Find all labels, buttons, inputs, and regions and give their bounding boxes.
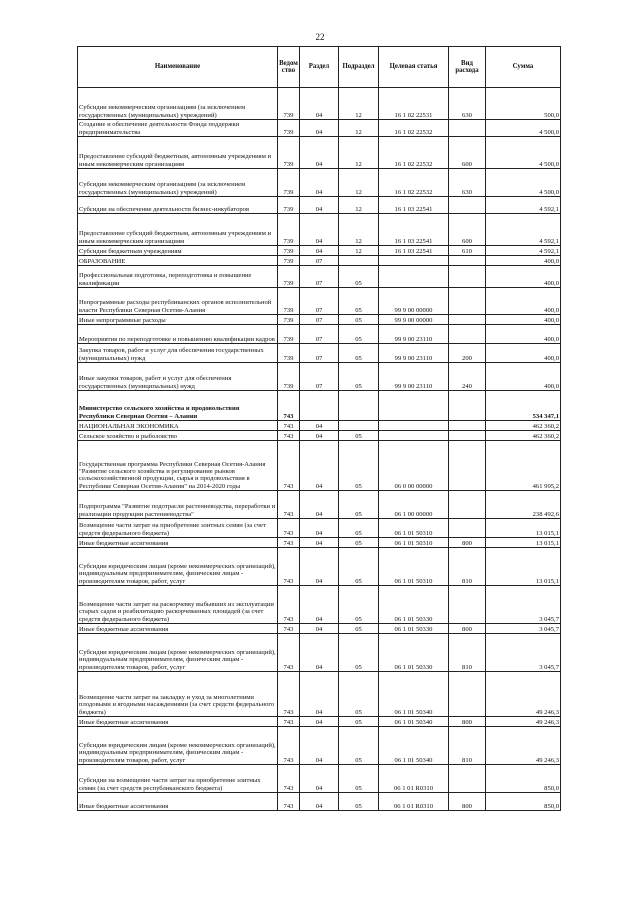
cell-target: 06 1 01 50340 bbox=[379, 727, 449, 765]
cell-vid bbox=[449, 421, 486, 431]
cell-vedomstvo: 739 bbox=[278, 120, 300, 137]
cell-vedomstvo: 739 bbox=[278, 246, 300, 256]
table-row bbox=[78, 586, 561, 624]
cell-vid: 240 bbox=[449, 363, 486, 391]
table-row bbox=[78, 137, 561, 169]
cell-podrazdel: 05 bbox=[339, 288, 379, 315]
cell-podrazdel: 12 bbox=[339, 88, 379, 120]
cell-name: Непрограммные расходы республиканских органов исполнительной власти Республики Северная Осетия-Алания bbox=[78, 288, 278, 315]
cell-vedomstvo: 743 bbox=[278, 586, 300, 624]
cell-razdel: 04 bbox=[300, 717, 339, 727]
cell-vid bbox=[449, 491, 486, 519]
cell-vid: 800 bbox=[449, 624, 486, 634]
cell-name: НАЦИОНАЛЬНАЯ ЭКОНОМИКА bbox=[78, 421, 278, 431]
cell-podrazdel: 05 bbox=[339, 765, 379, 793]
table-row bbox=[78, 634, 561, 672]
cell-name: Иные бюджетные ассигнования bbox=[78, 538, 278, 548]
cell-sum: 4 592,1 bbox=[486, 246, 561, 256]
cell-podrazdel: 05 bbox=[339, 672, 379, 717]
cell-name: Предоставление субсидий бюджетным, автономным учреждениям и иным некоммерческим организациям bbox=[78, 137, 278, 169]
cell-name: Государственная программа Республики Северная Осетия-Алания "Развитие сельского хозяйства и регулирование рынков сельскохозяйственной продукции, сырья и продовольствия в Республике Северная Осетия-Алания" на 2014-2020 годы bbox=[78, 441, 278, 491]
cell-name: ОБРАЗОВАНИЕ bbox=[78, 256, 278, 266]
table-row bbox=[78, 793, 561, 811]
cell-vid bbox=[449, 120, 486, 137]
cell-target: 06 1 01 50310 bbox=[379, 548, 449, 586]
cell-sum: 400,0 bbox=[486, 266, 561, 288]
cell-vid bbox=[449, 325, 486, 344]
cell-podrazdel: 12 bbox=[339, 137, 379, 169]
cell-name: Субсидии на обеспечение деятельности бизнес-инкубаторов bbox=[78, 197, 278, 214]
cell-vedomstvo: 739 bbox=[278, 288, 300, 315]
cell-podrazdel: 05 bbox=[339, 793, 379, 811]
table-row bbox=[78, 344, 561, 363]
cell-razdel: 07 bbox=[300, 315, 339, 325]
cell-target: 99 9 00 23110 bbox=[379, 344, 449, 363]
cell-name: Возмещение части затрат на приобретение элитных семян (за счет средств федерального бюджета) bbox=[78, 519, 278, 538]
cell-razdel: 04 bbox=[300, 491, 339, 519]
cell-target: 99 9 00 00000 bbox=[379, 315, 449, 325]
cell-razdel: 07 bbox=[300, 256, 339, 266]
cell-podrazdel: 12 bbox=[339, 246, 379, 256]
cell-podrazdel: 12 bbox=[339, 169, 379, 197]
cell-target bbox=[379, 266, 449, 288]
cell-target: 06 1 01 50330 bbox=[379, 624, 449, 634]
cell-name: Профессиональная подготовка, переподготовка и повышение квалификации bbox=[78, 266, 278, 288]
cell-razdel: 04 bbox=[300, 519, 339, 538]
table-row bbox=[78, 441, 561, 491]
cell-razdel: 04 bbox=[300, 431, 339, 441]
cell-target: 16 1 02 22532 bbox=[379, 120, 449, 137]
cell-podrazdel: 05 bbox=[339, 586, 379, 624]
cell-podrazdel bbox=[339, 421, 379, 431]
cell-razdel bbox=[300, 391, 339, 421]
cell-sum: 400,0 bbox=[486, 344, 561, 363]
cell-podrazdel: 05 bbox=[339, 538, 379, 548]
table-header-row bbox=[78, 47, 561, 88]
cell-razdel: 07 bbox=[300, 344, 339, 363]
table-row bbox=[78, 765, 561, 793]
cell-sum: 850,0 bbox=[486, 793, 561, 811]
cell-podrazdel bbox=[339, 256, 379, 266]
cell-vedomstvo: 743 bbox=[278, 727, 300, 765]
cell-vedomstvo: 739 bbox=[278, 344, 300, 363]
cell-target: 16 1 02 22532 bbox=[379, 169, 449, 197]
cell-target bbox=[379, 256, 449, 266]
cell-sum: 13 015,1 bbox=[486, 538, 561, 548]
cell-vid: 200 bbox=[449, 344, 486, 363]
cell-target bbox=[379, 391, 449, 421]
table-row bbox=[78, 315, 561, 325]
cell-name: Предоставление субсидий бюджетным, автономным учреждениям и иным некоммерческим организациям bbox=[78, 214, 278, 246]
cell-target: 16 1 03 22541 bbox=[379, 214, 449, 246]
cell-razdel: 04 bbox=[300, 421, 339, 431]
cell-sum: 3 045,7 bbox=[486, 624, 561, 634]
cell-vedomstvo: 739 bbox=[278, 363, 300, 391]
cell-name: Иные закупки товаров, работ и услуг для обеспечения государственных (муниципальных) нужд bbox=[78, 363, 278, 391]
table-row bbox=[78, 624, 561, 634]
cell-podrazdel: 05 bbox=[339, 634, 379, 672]
cell-sum: 400,0 bbox=[486, 288, 561, 315]
cell-razdel: 04 bbox=[300, 214, 339, 246]
cell-podrazdel: 05 bbox=[339, 431, 379, 441]
cell-sum: 850,0 bbox=[486, 765, 561, 793]
cell-razdel: 04 bbox=[300, 169, 339, 197]
cell-podrazdel: 05 bbox=[339, 717, 379, 727]
cell-vid bbox=[449, 256, 486, 266]
cell-vedomstvo: 743 bbox=[278, 634, 300, 672]
cell-target: 06 1 00 00000 bbox=[379, 491, 449, 519]
header-sum: Сумма bbox=[486, 47, 561, 88]
cell-sum: 400,0 bbox=[486, 315, 561, 325]
table-row bbox=[78, 717, 561, 727]
cell-vid bbox=[449, 391, 486, 421]
cell-vid: 610 bbox=[449, 246, 486, 256]
cell-vedomstvo: 743 bbox=[278, 793, 300, 811]
cell-razdel: 04 bbox=[300, 548, 339, 586]
header-name: Наименование bbox=[78, 47, 278, 88]
cell-podrazdel bbox=[339, 391, 379, 421]
cell-vid bbox=[449, 672, 486, 717]
cell-razdel: 04 bbox=[300, 793, 339, 811]
table-row bbox=[78, 120, 561, 137]
table-body bbox=[78, 88, 561, 811]
cell-sum: 49 246,3 bbox=[486, 727, 561, 765]
cell-vid: 800 bbox=[449, 538, 486, 548]
cell-razdel: 07 bbox=[300, 266, 339, 288]
cell-name: Создание и обеспечение деятельности Фонда поддержки предпринимательства bbox=[78, 120, 278, 137]
cell-name: Субсидии бюджетным учреждениям bbox=[78, 246, 278, 256]
cell-target: 06 1 01 50330 bbox=[379, 634, 449, 672]
cell-name: Иные бюджетные ассигнования bbox=[78, 793, 278, 811]
cell-target: 99 9 00 23110 bbox=[379, 363, 449, 391]
cell-vid bbox=[449, 519, 486, 538]
table-row bbox=[78, 256, 561, 266]
cell-vedomstvo: 743 bbox=[278, 548, 300, 586]
cell-podrazdel: 05 bbox=[339, 441, 379, 491]
table-row bbox=[78, 548, 561, 586]
cell-vedomstvo: 739 bbox=[278, 88, 300, 120]
cell-podrazdel: 05 bbox=[339, 266, 379, 288]
cell-sum: 462 360,2 bbox=[486, 421, 561, 431]
cell-target bbox=[379, 421, 449, 431]
cell-sum: 4 500,0 bbox=[486, 120, 561, 137]
cell-target: 06 1 01 R0310 bbox=[379, 793, 449, 811]
table-row bbox=[78, 391, 561, 421]
cell-razdel: 04 bbox=[300, 441, 339, 491]
cell-vid: 810 bbox=[449, 634, 486, 672]
table-row bbox=[78, 538, 561, 548]
cell-vid bbox=[449, 586, 486, 624]
header-podrazdel: Подраздел bbox=[339, 47, 379, 88]
cell-vedomstvo: 739 bbox=[278, 197, 300, 214]
cell-sum: 400,0 bbox=[486, 363, 561, 391]
cell-razdel: 04 bbox=[300, 634, 339, 672]
table-row bbox=[78, 266, 561, 288]
cell-vid: 800 bbox=[449, 793, 486, 811]
cell-razdel: 04 bbox=[300, 197, 339, 214]
cell-target: 06 1 01 50340 bbox=[379, 717, 449, 727]
cell-razdel: 04 bbox=[300, 586, 339, 624]
table-row bbox=[78, 169, 561, 197]
table-row bbox=[78, 363, 561, 391]
cell-sum: 4 500,0 bbox=[486, 169, 561, 197]
cell-vedomstvo: 739 bbox=[278, 256, 300, 266]
cell-name: Субсидии некоммерческим организациям (за исключением государственных (муниципальных) учреждений) bbox=[78, 169, 278, 197]
cell-podrazdel: 12 bbox=[339, 120, 379, 137]
cell-vedomstvo: 743 bbox=[278, 765, 300, 793]
cell-vedomstvo: 739 bbox=[278, 169, 300, 197]
cell-vid: 800 bbox=[449, 717, 486, 727]
cell-vedomstvo: 739 bbox=[278, 266, 300, 288]
cell-name: Министерство сельского хозяйства и продовольствия Республики Северная Осетия – Алания bbox=[78, 391, 278, 421]
cell-vid bbox=[449, 266, 486, 288]
cell-sum: 13 015,1 bbox=[486, 548, 561, 586]
cell-target: 16 1 03 22541 bbox=[379, 246, 449, 256]
cell-podrazdel: 12 bbox=[339, 214, 379, 246]
header-target: Целевая статья bbox=[379, 47, 449, 88]
table-row bbox=[78, 325, 561, 344]
cell-name: Иные бюджетные ассигнования bbox=[78, 717, 278, 727]
table-row bbox=[78, 491, 561, 519]
cell-vedomstvo: 739 bbox=[278, 315, 300, 325]
cell-vid bbox=[449, 765, 486, 793]
cell-podrazdel: 05 bbox=[339, 519, 379, 538]
cell-target: 06 1 01 50310 bbox=[379, 538, 449, 548]
cell-name: Иные непрограммные расходы bbox=[78, 315, 278, 325]
table-row bbox=[78, 727, 561, 765]
budget-table bbox=[77, 46, 561, 811]
cell-sum: 49 246,3 bbox=[486, 717, 561, 727]
cell-sum: 4 500,0 bbox=[486, 137, 561, 169]
cell-podrazdel: 05 bbox=[339, 624, 379, 634]
cell-name: Субсидии юридическим лицам (кроме некоммерческих организаций), индивидуальным предпринимателям, физическим лицам - производителям товаров, работ, услуг bbox=[78, 548, 278, 586]
table-row bbox=[78, 214, 561, 246]
table-row bbox=[78, 519, 561, 538]
cell-razdel: 04 bbox=[300, 246, 339, 256]
cell-vedomstvo: 743 bbox=[278, 519, 300, 538]
table-row bbox=[78, 88, 561, 120]
cell-vid bbox=[449, 288, 486, 315]
cell-sum: 3 045,7 bbox=[486, 586, 561, 624]
cell-target: 06 1 01 50310 bbox=[379, 519, 449, 538]
cell-sum: 3 045,7 bbox=[486, 634, 561, 672]
cell-target: 99 9 00 00000 bbox=[379, 288, 449, 315]
cell-target: 06 1 01 R0310 bbox=[379, 765, 449, 793]
cell-sum: 400,0 bbox=[486, 256, 561, 266]
cell-target: 16 1 03 22541 bbox=[379, 197, 449, 214]
cell-razdel: 07 bbox=[300, 325, 339, 344]
cell-vedomstvo: 743 bbox=[278, 672, 300, 717]
table-row bbox=[78, 421, 561, 431]
header-vid: Вид расхода bbox=[449, 47, 486, 88]
cell-sum: 500,0 bbox=[486, 88, 561, 120]
cell-sum: 13 015,1 bbox=[486, 519, 561, 538]
cell-razdel: 04 bbox=[300, 727, 339, 765]
cell-razdel: 04 bbox=[300, 88, 339, 120]
cell-target: 16 1 02 22531 bbox=[379, 88, 449, 120]
cell-podrazdel: 05 bbox=[339, 727, 379, 765]
cell-vedomstvo: 743 bbox=[278, 717, 300, 727]
cell-name: Субсидии на возмещение части затрат на приобретение элитных семян (за счет средств республиканского бюджета) bbox=[78, 765, 278, 793]
cell-sum: 4 592,1 bbox=[486, 197, 561, 214]
cell-name: Субсидии некоммерческим организациям (за исключением государственных (муниципальных) учреждений) bbox=[78, 88, 278, 120]
cell-name: Субсидии юридическим лицам (кроме некоммерческих организаций), индивидуальным предпринимателям, физическим лицам - производителям товаров, работ, услуг bbox=[78, 727, 278, 765]
cell-vedomstvo: 743 bbox=[278, 431, 300, 441]
page-number: 22 bbox=[315, 32, 325, 42]
cell-vid: 810 bbox=[449, 548, 486, 586]
cell-name: Возмещение части затрат на раскорчевку выбывших из эксплуатации старых садов и реабилитацию раскорчеванных площадей (за счет средств федерального бюджета) bbox=[78, 586, 278, 624]
cell-vedomstvo: 739 bbox=[278, 137, 300, 169]
cell-vid bbox=[449, 431, 486, 441]
cell-vedomstvo: 743 bbox=[278, 441, 300, 491]
cell-name: Сельское хозяйство и рыболовство bbox=[78, 431, 278, 441]
cell-vid bbox=[449, 197, 486, 214]
cell-name: Иные бюджетные ассигнования bbox=[78, 624, 278, 634]
cell-sum: 462 360,2 bbox=[486, 431, 561, 441]
cell-podrazdel: 05 bbox=[339, 315, 379, 325]
cell-vid: 630 bbox=[449, 88, 486, 120]
cell-target: 06 0 00 00000 bbox=[379, 441, 449, 491]
table-row bbox=[78, 672, 561, 717]
cell-target: 06 1 01 50340 bbox=[379, 672, 449, 717]
cell-vid bbox=[449, 441, 486, 491]
cell-target: 16 1 02 22532 bbox=[379, 137, 449, 169]
cell-sum: 238 492,6 bbox=[486, 491, 561, 519]
cell-podrazdel: 05 bbox=[339, 491, 379, 519]
cell-razdel: 04 bbox=[300, 120, 339, 137]
cell-razdel: 04 bbox=[300, 137, 339, 169]
cell-vedomstvo: 743 bbox=[278, 421, 300, 431]
header-vedomstvo: Ведом ство bbox=[278, 47, 300, 88]
cell-name: Субсидии юридическим лицам (кроме некоммерческих организаций), индивидуальным предпринимателям, физическим лицам - производителям товаров, работ, услуг bbox=[78, 634, 278, 672]
cell-sum: 49 246,3 bbox=[486, 672, 561, 717]
cell-name: Закупка товаров, работ и услуг для обеспечения государственных (муниципальных) нужд bbox=[78, 344, 278, 363]
cell-target bbox=[379, 431, 449, 441]
cell-podrazdel: 05 bbox=[339, 344, 379, 363]
cell-razdel: 07 bbox=[300, 363, 339, 391]
cell-sum: 4 592,1 bbox=[486, 214, 561, 246]
cell-name: Мероприятия по переподготовке и повышению квалификации кадров bbox=[78, 325, 278, 344]
cell-podrazdel: 05 bbox=[339, 548, 379, 586]
cell-razdel: 07 bbox=[300, 288, 339, 315]
cell-vedomstvo: 743 bbox=[278, 491, 300, 519]
cell-podrazdel: 12 bbox=[339, 197, 379, 214]
cell-razdel: 04 bbox=[300, 765, 339, 793]
cell-razdel: 04 bbox=[300, 672, 339, 717]
table-row bbox=[78, 431, 561, 441]
cell-name: Подпрограмма "Развитие подотрасли растениеводства, переработки и реализации продукции растениеводства" bbox=[78, 491, 278, 519]
cell-vid: 810 bbox=[449, 727, 486, 765]
cell-vedomstvo: 739 bbox=[278, 214, 300, 246]
table-row bbox=[78, 288, 561, 315]
table-row bbox=[78, 197, 561, 214]
cell-sum: 461 995,2 bbox=[486, 441, 561, 491]
cell-target: 06 1 01 50330 bbox=[379, 586, 449, 624]
cell-vedomstvo: 739 bbox=[278, 325, 300, 344]
cell-vid: 600 bbox=[449, 137, 486, 169]
cell-target: 99 9 00 23110 bbox=[379, 325, 449, 344]
cell-razdel: 04 bbox=[300, 538, 339, 548]
cell-vid: 630 bbox=[449, 169, 486, 197]
cell-podrazdel: 05 bbox=[339, 363, 379, 391]
cell-sum: 534 347,1 bbox=[486, 391, 561, 421]
cell-vid: 600 bbox=[449, 214, 486, 246]
table-row bbox=[78, 246, 561, 256]
cell-vid bbox=[449, 315, 486, 325]
cell-razdel: 04 bbox=[300, 624, 339, 634]
cell-vedomstvo: 743 bbox=[278, 391, 300, 421]
cell-vedomstvo: 743 bbox=[278, 538, 300, 548]
header-razdel: Раздел bbox=[300, 47, 339, 88]
cell-podrazdel: 05 bbox=[339, 325, 379, 344]
cell-vedomstvo: 743 bbox=[278, 624, 300, 634]
cell-sum: 400,0 bbox=[486, 325, 561, 344]
cell-name: Возмещение части затрат на закладку и уход за многолетними плодовыми и ягодными насаждениями (за счет средств федерального бюджета) bbox=[78, 672, 278, 717]
